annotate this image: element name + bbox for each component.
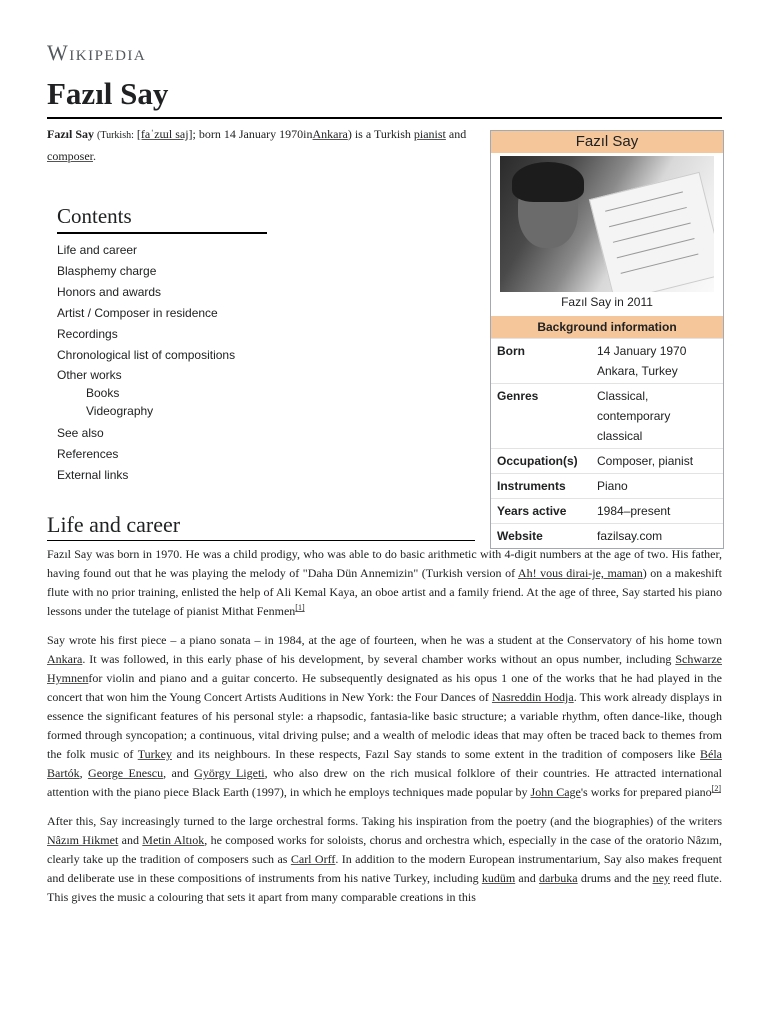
- born-date: 14 January 1970: [597, 344, 687, 358]
- toc-item-honors-and-awards[interactable]: Honors and awards: [57, 285, 162, 299]
- genre-line[interactable]: contemporary: [597, 409, 671, 423]
- pianist-link[interactable]: pianist: [413, 127, 446, 141]
- infobox-title: Fazıl Say: [491, 131, 723, 153]
- section-heading-life-and-career: Life and career: [47, 510, 475, 541]
- gyorgy-ligeti-link[interactable]: György Ligeti: [194, 766, 265, 780]
- infobox-row-genres: [491, 383, 723, 448]
- genre-line[interactable]: classical: [597, 429, 643, 443]
- infobox-value[interactable]: Piano: [597, 479, 628, 493]
- infobox-label: Website: [497, 529, 543, 543]
- genre-line[interactable]: Classical,: [597, 389, 649, 403]
- portrait-photo[interactable]: [500, 156, 714, 292]
- article-body: [47, 545, 722, 917]
- toc-title: Contents: [57, 200, 267, 234]
- infobox-value: 1984–present: [597, 504, 671, 518]
- ah-vous-dirai-je-link[interactable]: Ah! vous dirai-je, maman: [517, 566, 643, 580]
- george-enescu-link[interactable]: George Enescu: [88, 766, 164, 780]
- composer-link[interactable]: composer: [47, 149, 93, 163]
- reference-1[interactable]: [1]: [295, 603, 305, 612]
- bela-bartok-link[interactable]: Béla Bartók: [47, 747, 723, 780]
- table-of-contents: [57, 200, 267, 486]
- ney-link[interactable]: ney: [652, 871, 670, 885]
- toc-item-external-links[interactable]: External links: [57, 468, 129, 482]
- page-title: Fazıl Say: [47, 74, 722, 119]
- toc-item-other-works[interactable]: Other works: [57, 368, 122, 382]
- infobox-label: Occupation(s): [497, 454, 578, 468]
- ankara-link[interactable]: Ankara: [312, 127, 348, 141]
- lead-end: .: [93, 149, 96, 163]
- lead-born-text: ; born 14 January 1970in: [192, 127, 313, 141]
- schwarze-hymnen-link[interactable]: Schwarze Hymnen: [47, 652, 722, 685]
- darbuka-link[interactable]: darbuka: [538, 871, 578, 885]
- paragraph-2: Say wrote his first piece – a piano sonata – in 1984, at the age of fourteen, when he was a student at the Conservatory of his home town Ankara. It was followed, in this early phase of his development, by several chamber works without an opus number, including Schwarze Hymnenfor violin and piano and a guitar concerto. He subsequently designated as his opus 1 one of the works that he had played in the concert that won him the Young Concert Artists Auditions in New York: the Four Dances of Nasreddin Hodja. This work already displays in essence the significant features of his personal style: a rhapsodic, fantasia-like basic structure; a variable rhythm, often dance-like, though formed through syncopation; a continuous, vital driving pulse; and a wealth of melodic ideas that may often be traced back to themes from the folk music of Turkey and its neighbours. In these respects, Fazıl Say stands to some extent in the tradition of composers like Béla Bartók, George Enescu, and György Ligeti, who also drew on the rich musical folklore of their countries. He attracted international attention with the piano piece Black Earth (1997), in which he employs techniques made popular by John Cage's works for prepared piano[2]: [47, 633, 723, 799]
- infobox-value: Composer, pianist: [597, 454, 694, 468]
- infobox-row-years-active: [491, 498, 723, 523]
- photo-hair-shape: [512, 162, 584, 202]
- infobox-value: [593, 384, 723, 448]
- infobox: [490, 130, 724, 549]
- infobox-section-header: Background information: [491, 316, 723, 338]
- paragraph-3: After this, Say increasingly turned to the large orchestral forms. Taking his inspiration from the poetry (and the biographies) of the writers Nâzım Hikmet and Metin Altıok, he composed works for soloists, chorus and orchestra which, especially in the case of the oratorio Nâzım, clearly take up the tradition of composers such as Carl Orff. In addition to the modern European instrumentarium, Say also makes frequent and deliberate use in these compositions of instruments from his native Turkey, including kudüm and darbuka drums and the ney reed flute. This gives the music a colouring that sets it apart from many comparable creations in this: [47, 814, 723, 904]
- lead-paragraph: [47, 124, 477, 166]
- toc-item-life-and-career[interactable]: Life and career: [57, 243, 138, 257]
- lead-lang-label: (Turkish:: [97, 130, 134, 141]
- infobox-label: Born: [497, 344, 525, 358]
- photo-score-sheet: [589, 172, 714, 292]
- wikipedia-logo[interactable]: Wikipedia: [47, 40, 147, 65]
- website-link[interactable]: fazilsay.com: [597, 529, 663, 543]
- reference-2[interactable]: [2]: [711, 784, 721, 793]
- infobox-label: Genres: [497, 389, 539, 403]
- infobox-value: [593, 339, 723, 383]
- lead-after-place: ) is a Turkish: [347, 127, 411, 141]
- toc-subitem-books[interactable]: Books: [86, 386, 120, 400]
- kudum-link[interactable]: kudüm: [481, 871, 516, 885]
- infobox-label: Instruments: [497, 479, 566, 493]
- toc-item-references[interactable]: References: [57, 447, 119, 461]
- infobox-label: Years active: [497, 504, 567, 518]
- lead-and: and: [448, 127, 467, 141]
- toc-item-blasphemy-charge[interactable]: Blasphemy charge: [57, 264, 157, 278]
- john-cage-link[interactable]: John Cage: [530, 785, 581, 799]
- toc-item-see-also[interactable]: See also: [57, 426, 104, 440]
- paragraph-1: Fazıl Say was born in 1970. He was a child prodigy, who was able to do basic arithmetic with 4-digit numbers at the age of two. His father, having found out that he was playing the melody of "Daha Dün Annemizin" (Turkish version of Ah! vous dirai-je, maman) on a makeshift flute with no prior training, enlisted the help of Ali Kemal Kaya, an oboe artist and a family friend. At the age of three, Say started his piano lessons under the tutelage of pianist Mithat Fenmen[1]: [47, 547, 722, 618]
- toc-item-recordings[interactable]: Recordings: [57, 327, 118, 341]
- carl-orff-link[interactable]: Carl Orff: [290, 852, 336, 866]
- infobox-row-occupation: [491, 448, 723, 473]
- ankara-link[interactable]: Ankara: [47, 652, 83, 666]
- born-place: Ankara, Turkey: [597, 364, 678, 378]
- lead-name: Fazıl Say: [47, 127, 94, 141]
- toc-item-artist-composer-in-residence[interactable]: Artist / Composer in residence: [57, 306, 218, 320]
- infobox-row-born: [491, 338, 723, 383]
- infobox-row-instruments: [491, 473, 723, 498]
- metin-altiok-link[interactable]: Metin Altıok: [142, 833, 205, 847]
- photo-caption: Fazıl Say in 2011: [561, 295, 653, 309]
- nasreddin-hodja-link[interactable]: Nasreddin Hodja: [491, 690, 574, 704]
- toc-subitem-videography[interactable]: Videography: [86, 404, 154, 418]
- toc-item-chronological-list[interactable]: Chronological list of compositions: [57, 348, 236, 362]
- turkey-link[interactable]: Turkey: [137, 747, 172, 761]
- nazim-hikmet-link[interactable]: Nâzım Hikmet: [47, 833, 119, 847]
- ipa-link[interactable]: [faˈzɯl saj]: [136, 127, 193, 141]
